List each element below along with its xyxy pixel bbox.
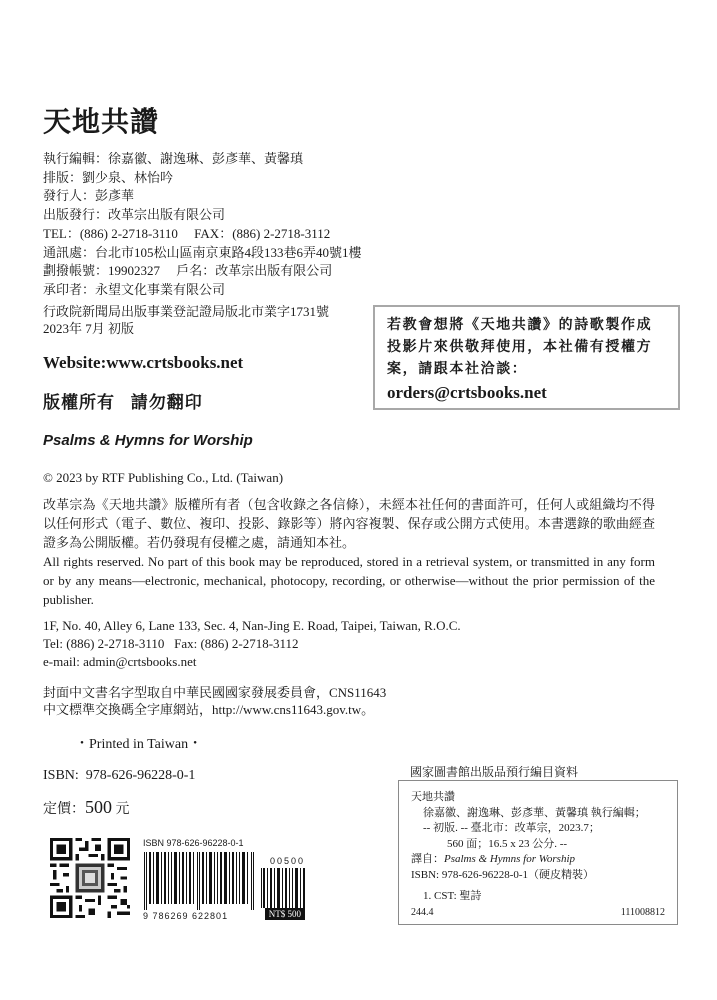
cip-translation-title: Psalms & Hymns for Worship [444,853,575,865]
font-note-line: 封面中文書名字型取自中華民國國家發展委員會，CNS11643 [43,685,387,700]
credit-line: TEL：(886) 2-2718-3110 FAX：(886) 2-2718-3112 [43,225,331,241]
phone-fax-line: Tel: (886) 2-2718-3110 Fax: (886) 2-2718-3112 [43,636,299,651]
credit-line: 劃撥帳號：19902327 戶名：改革宗出版有限公司 [43,263,333,279]
cip-isbn: ISBN: 978-626-96228-0-1（硬皮精裝） [411,868,595,881]
chinese-rights-notice: 改革宗為《天地共讚》版權所有者（包含收錄之各信條），未經本社任何的書面許可，任何人或組織均不得以任何形式（電子、數位、複印、投影、錄影等）將內容複製、保存或公開方式使用。本書選錄的歌曲經查證多為公開版權。若仍發現有侵權之處，請通知本社。 [43,497,655,550]
cip-footer [411,905,665,921]
cip-record-number: 111008812 [620,906,665,918]
price-line [43,797,130,818]
edition-date: 2023年 7月 初版 [43,321,135,336]
cip-header: 國家圖書館出版品預行編目資料 [410,765,579,779]
credit-line: 出版發行：改革宗出版有限公司 [43,207,226,223]
address-line: 1F, No. 40, Alley 6, Lane 133, Sec. 4, Nan-Jing E. Road, Taipei, Taiwan, R.O.C. [43,618,461,633]
credits-block [43,150,362,300]
cip-edition: -- 初版. -- 臺北市：改革宗，2023.7； [423,822,600,834]
registration-block [43,303,329,337]
rights-reserved: 版權所有 請勿翻印 [43,393,203,412]
price-amount: 500 [85,797,112,817]
website-link[interactable]: Website:www.crtsbooks.net [43,353,244,372]
address-block [43,617,461,671]
credit-line: 執行編輯：徐嘉徽、謝逸琳、彭彥華、黃馨瑱 [43,151,304,166]
cip-class-number: 244.4 [411,906,434,918]
price-unit: 元 [112,802,130,817]
credit-line: 承印者：永望文化事業有限公司 [43,281,226,297]
price-label: 定價： [43,802,85,817]
book-title: 天地共讚 [43,107,160,138]
credit-line: 排版：劉少泉、林怡吟 [43,169,174,185]
english-rights-notice: All rights reserved. No part of this book may be reproduced, stored in a retrieval system, or transmitted in any form or by any means—electronic, mechanical, photocopy, recording, or otherwise—without the prior permission of the publisher. [43,554,655,607]
credit-line: 發行人：彭彥華 [43,188,135,204]
barcode-addon-number: 00500 [269,856,305,866]
isbn-line: ISBN: 978-626-96228-0-1 [43,768,196,783]
font-source-note [43,684,386,718]
font-note-line: 中文標準交換碼全字庫網站，http://www.cns11643.gov.tw。 [43,702,375,717]
isbn-barcode [143,838,305,922]
orders-email[interactable]: orders@crtsbooks.net [387,383,547,402]
cip-subject: 1. CST: 聖詩 [423,890,482,902]
barcode-number: 9 786269 622801 [143,911,229,921]
cip-title: 天地共讚 [411,791,455,803]
barcode-addon-bars [261,868,305,908]
licensing-notice-box [373,305,680,410]
email-line[interactable]: e-mail: admin@crtsbooks.net [43,654,197,669]
english-title: Psalms & Hymns for Worship [43,432,253,449]
barcode-isbn-label: ISBN 978-626-96228-0-1 [143,838,244,848]
barcode-price-tag: NT$ 500 [265,908,305,920]
cip-translation [411,852,665,868]
copyright-line: © 2023 by RTF Publishing Co., Ltd. (Taiwan) [43,470,284,485]
cip-translation-label: 譯自： [411,853,444,865]
cip-pages: 560 面；16.5 x 23 公分. -- [447,837,568,850]
barcode-bars [143,852,258,910]
qr-code[interactable] [50,838,130,918]
cip-record-box [398,780,678,925]
licensing-notice-text: 若教會想將《天地共讚》的詩歌製作成投影片來供敬拜使用，本社備有授權方案，請跟本社洽談： [387,318,653,377]
credit-line: 通訊處：台北市105松山區南京東路4段133巷6弄40號1樓 [43,244,362,260]
registration-number: 行政院新聞局出版事業登記證局版北市業字1731號 [43,304,330,319]
cip-editors: 徐嘉徽、謝逸琳、彭彥華、黃馨瑱 執行編輯； [423,806,646,819]
printed-in-taiwan: ・Printed in Taiwan・ [75,737,203,752]
